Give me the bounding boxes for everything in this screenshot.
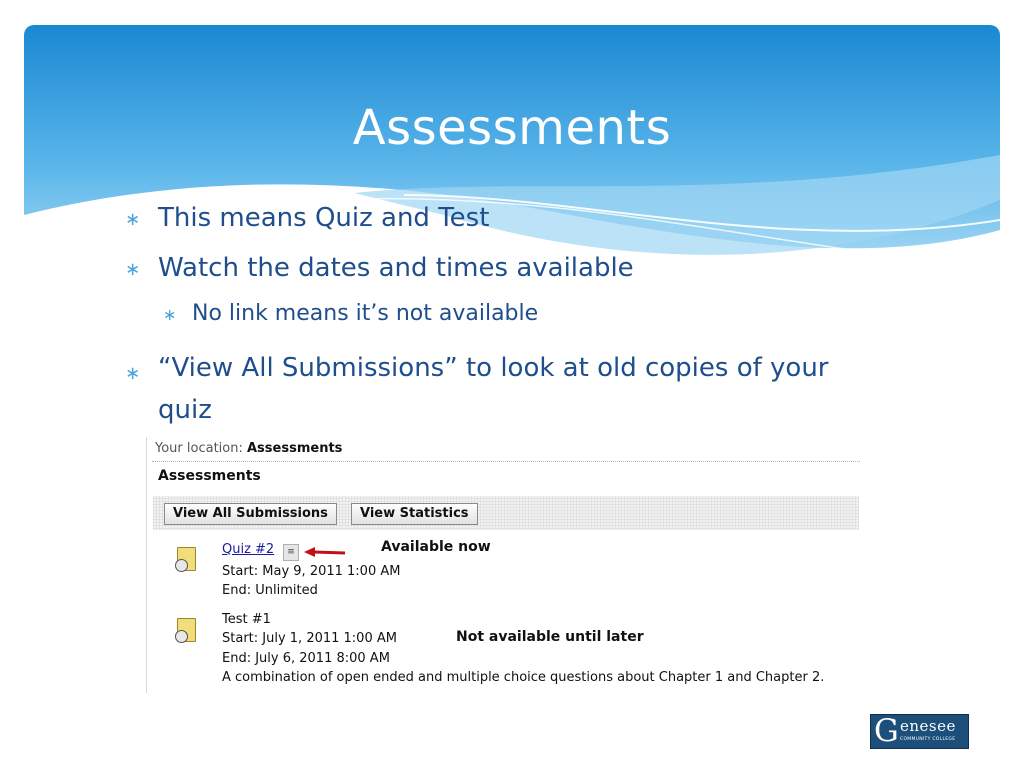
annotation-arrow-icon — [304, 547, 346, 557]
bullet-item — [125, 253, 634, 283]
availability-note: Not available until later — [456, 629, 644, 645]
location-label: Your location: — [155, 441, 243, 456]
bullet-text: No link means it’s not available — [192, 301, 539, 326]
sub-bullet-item — [163, 301, 539, 326]
view-statistics-button[interactable]: View Statistics — [351, 503, 478, 525]
logo-name: enesee — [900, 717, 956, 735]
bullet-item — [125, 347, 848, 431]
bullet-marker-icon: ∗ — [163, 305, 177, 324]
assessment-icon — [175, 547, 197, 571]
context-menu-icon[interactable]: ≡ — [283, 544, 299, 561]
location-value: Assessments — [247, 441, 343, 456]
assessment-icon — [175, 618, 197, 642]
start-date: Start: July 1, 2011 1:00 AM — [222, 631, 397, 646]
end-date: End: July 6, 2011 8:00 AM — [222, 651, 390, 666]
view-all-submissions-button[interactable]: View All Submissions — [164, 503, 337, 525]
logo-letter: G — [874, 713, 899, 749]
slide-title: Assessments — [352, 100, 672, 156]
toolbar — [153, 496, 859, 530]
logo-tagline: COMMUNITY COLLEGE — [900, 737, 956, 742]
quiz-link[interactable]: Quiz #2 — [222, 542, 275, 557]
bullet-item — [125, 203, 490, 233]
end-date: End: Unlimited — [222, 583, 318, 598]
bullet-text: “View All Submissions” to look at old copies of your quiz — [158, 353, 829, 425]
breadcrumb — [155, 441, 342, 456]
assessments-screenshot — [146, 437, 861, 693]
section-heading: Assessments — [158, 468, 261, 484]
start-date: Start: May 9, 2011 1:00 AM — [222, 564, 401, 579]
availability-note: Available now — [381, 539, 491, 555]
test-title: Test #1 — [222, 612, 271, 627]
assessment-description: A combination of open ended and multiple choice questions about Chapter 1 and Chapter 2. — [222, 670, 825, 685]
college-logo — [870, 714, 969, 749]
bullet-marker-icon: ∗ — [125, 363, 141, 384]
bullet-text: Watch the dates and times available — [158, 253, 634, 283]
divider — [152, 461, 860, 462]
bullet-marker-icon: ∗ — [125, 259, 141, 280]
bullet-marker-icon: ∗ — [125, 209, 141, 230]
bullet-text: This means Quiz and Test — [158, 203, 490, 233]
